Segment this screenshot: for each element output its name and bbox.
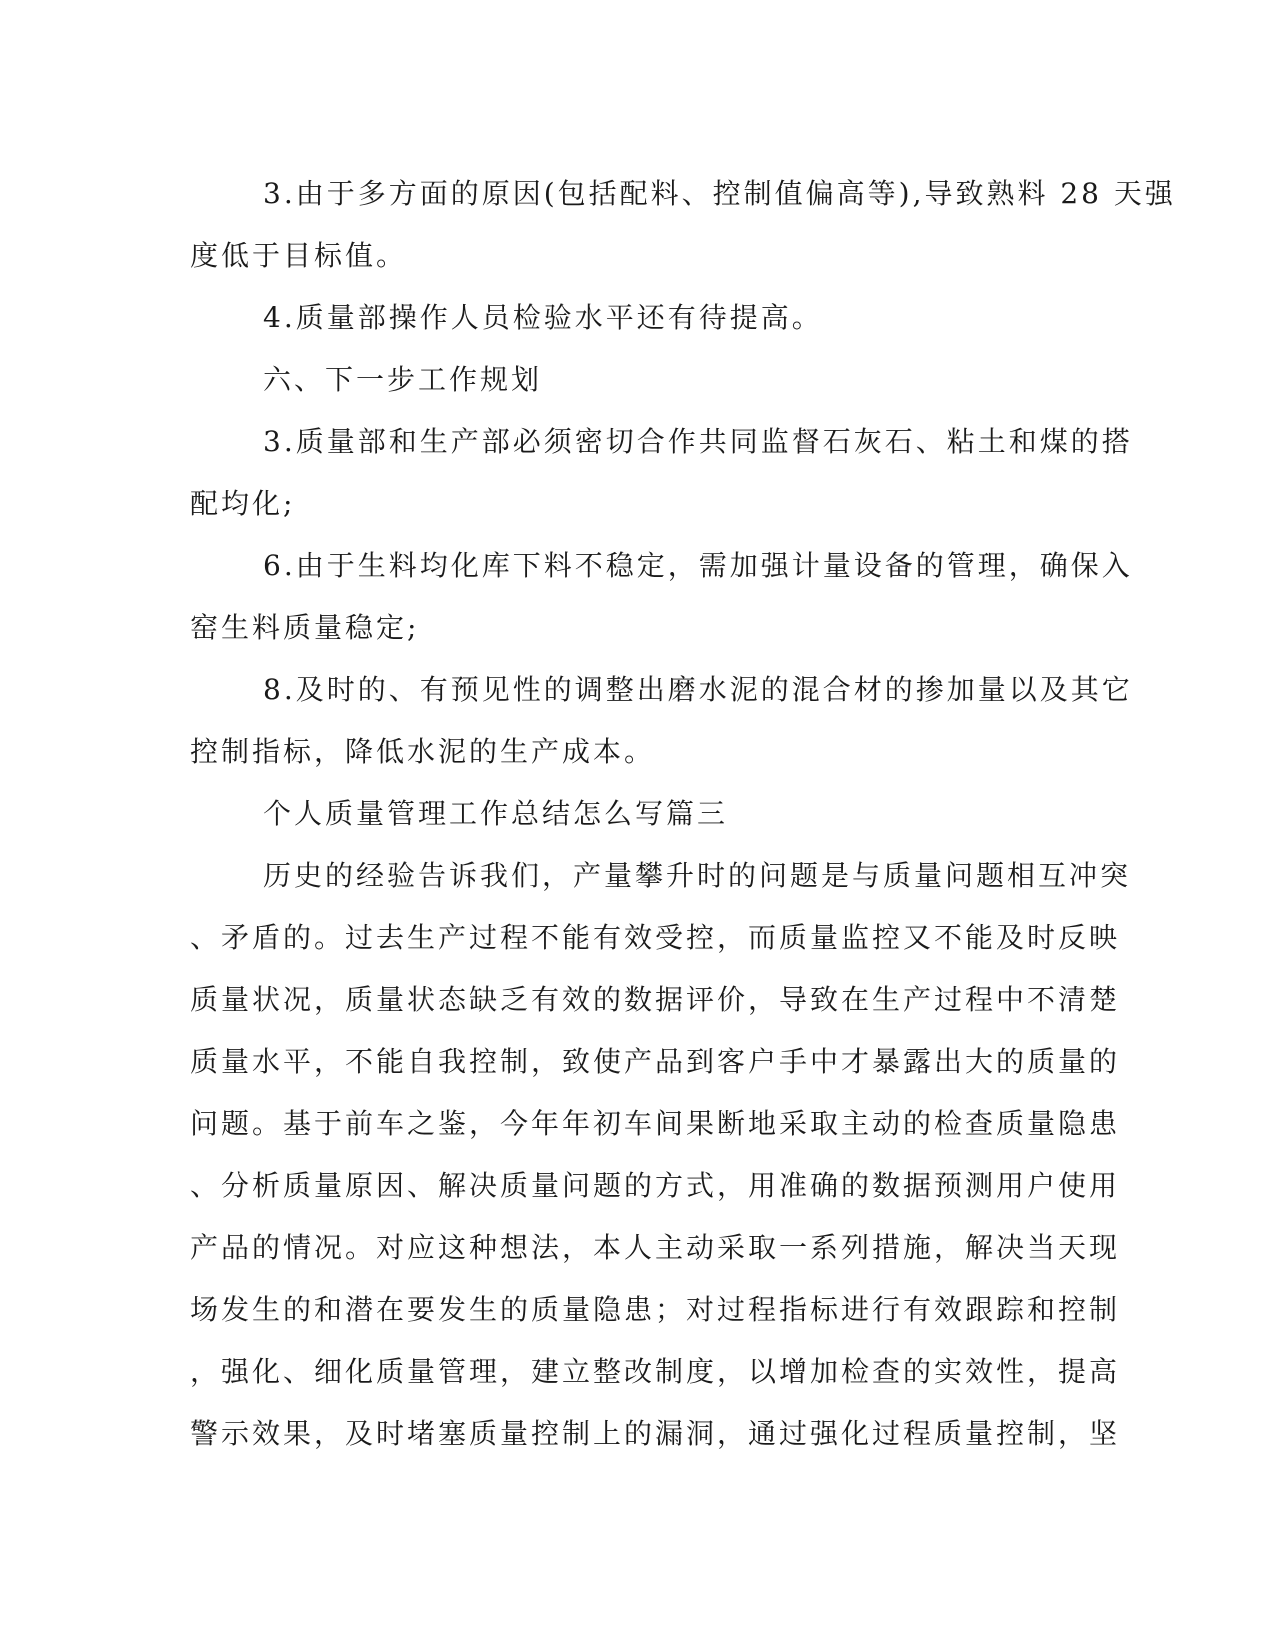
paragraph-line: 窑生料质量稳定; bbox=[190, 611, 420, 644]
paragraph-line: 控制指标，降低水泥的生产成本。 bbox=[190, 735, 656, 768]
document-body bbox=[190, 163, 1176, 1465]
paragraph-line: 质量状况，质量状态缺乏有效的数据评价，导致在生产过程中不清楚 bbox=[190, 983, 1121, 1016]
paragraph-line: 4.质量部操作人员检验水平还有待提高。 bbox=[263, 301, 823, 334]
paragraph-line: 3.质量部和生产部必须密切合作共同监督石灰石、粘土和煤的搭 bbox=[263, 425, 1133, 458]
paragraph-line: 问题。基于前车之鉴，今年年初车间果断地采取主动的检查质量隐患 bbox=[190, 1107, 1121, 1140]
paragraph-line: 、分析质量原因、解决质量问题的方式，用准确的数据预测用户使用 bbox=[190, 1169, 1121, 1202]
paragraph-line: 历史的经验告诉我们，产量攀升时的问题是与质量问题相互冲突 bbox=[263, 859, 1132, 892]
section-heading: 六、下一步工作规划 bbox=[263, 363, 543, 396]
paragraph-line: 警示效果，及时堵塞质量控制上的漏洞，通过强化过程质量控制，坚 bbox=[190, 1417, 1121, 1450]
paragraph-line: 3.由于多方面的原因(包括配料、控制值偏高等),导致熟料 28 天强 bbox=[263, 177, 1176, 210]
paragraph-line: 度低于目标值。 bbox=[190, 239, 408, 272]
paragraph-line: 8.及时的、有预见性的调整出磨水泥的混合材的掺加量以及其它 bbox=[263, 673, 1133, 706]
paragraph-line: 场发生的和潜在要发生的质量隐患；对过程指标进行有效跟踪和控制 bbox=[190, 1293, 1121, 1326]
section-heading: 个人质量管理工作总结怎么写篇三 bbox=[263, 797, 729, 830]
paragraph-line: 产品的情况。对应这种想法，本人主动采取一系列措施，解决当天现 bbox=[190, 1231, 1121, 1264]
paragraph-line: 6.由于生料均化库下料不稳定，需加强计量设备的管理，确保入 bbox=[263, 549, 1133, 582]
paragraph-line: 配均化; bbox=[190, 487, 296, 520]
paragraph-line: 质量水平，不能自我控制，致使产品到客户手中才暴露出大的质量的 bbox=[190, 1045, 1121, 1078]
paragraph-line: 、矛盾的。过去生产过程不能有效受控，而质量监控又不能及时反映 bbox=[190, 921, 1121, 954]
paragraph-line: ，强化、细化质量管理，建立整改制度，以增加检查的实效性，提高 bbox=[190, 1355, 1121, 1388]
